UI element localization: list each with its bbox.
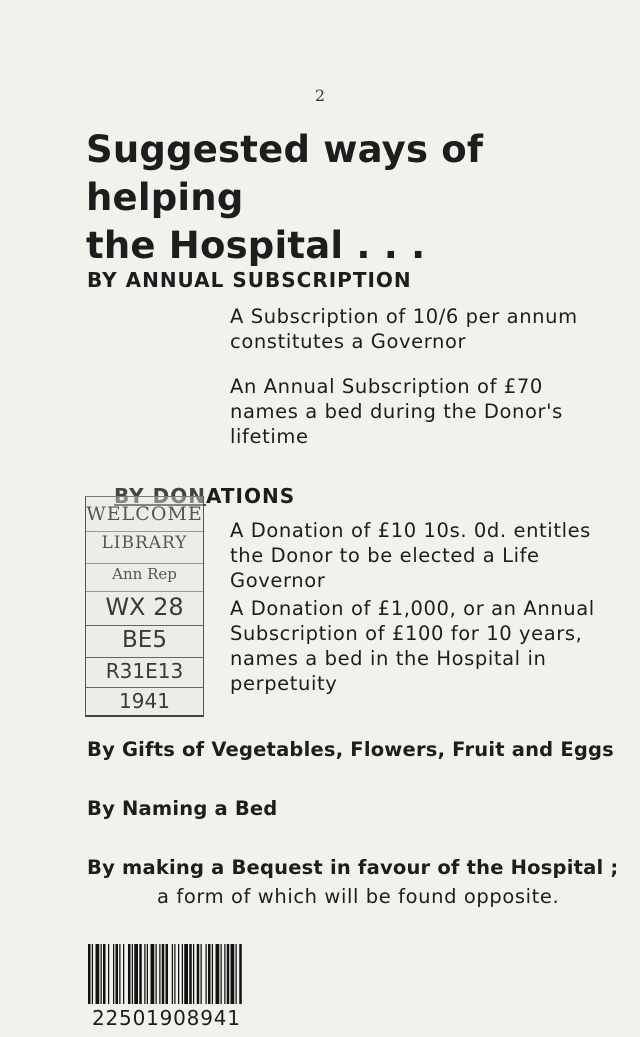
text-line: An Annual Subscription of £70: [230, 375, 543, 398]
barcode-bar: [96, 944, 100, 1004]
barcode-bar: [128, 944, 131, 1004]
barcode-bar: [231, 944, 235, 1004]
barcode-bar: [139, 944, 142, 1004]
stamp-line: Ann Rep: [86, 565, 203, 592]
bequest-line: By making a Bequest in favour of the Hospital ;: [87, 856, 619, 879]
text-line: names a bed in the Hospital in: [230, 647, 547, 670]
barcode-bar: [216, 944, 220, 1004]
barcode-bar: [156, 944, 157, 1004]
barcode-bar: [162, 944, 165, 1004]
barcode-bar: [108, 944, 109, 1004]
page-number: 2: [314, 86, 326, 105]
text-line: constitutes a Governor: [230, 330, 467, 353]
stamp-handwritten-line: R31E13: [86, 659, 203, 688]
donation-bed-perpetuity-text: [230, 596, 595, 696]
barcode-bar: [178, 944, 179, 1004]
stamp-handwritten-line: 1941: [119, 689, 170, 713]
text-line: Subscription of £100 for 10 years,: [230, 622, 583, 645]
barcode-bar: [113, 944, 114, 1004]
barcode-bar: [193, 944, 194, 1004]
barcode-bar: [132, 944, 133, 1004]
text-line: A Donation of £10 10s. 0d. entitles: [230, 519, 591, 542]
bequest-form-line: a form of which will be found opposite.: [157, 885, 560, 908]
barcode: [86, 944, 292, 1004]
barcode-bar: [182, 944, 183, 1004]
barcode-bar: [92, 944, 93, 1004]
text-line: lifetime: [230, 425, 309, 448]
barcode-bar: [206, 944, 207, 1004]
barcode-bar: [189, 944, 192, 1004]
barcode-bar: [239, 944, 242, 1004]
text-line: Governor: [230, 569, 326, 592]
stamp-line: WELCOME: [86, 503, 203, 532]
annual-subscription-bed-text: [230, 374, 563, 449]
annual-subscription-governor-text: [230, 304, 578, 354]
title-line-1: Suggested ways of helping: [86, 128, 484, 219]
barcode-bar: [88, 944, 91, 1004]
text-line: A Subscription of 10/6 per annum: [230, 305, 578, 328]
barcode-bar: [116, 944, 119, 1004]
barcode-bar: [166, 944, 169, 1004]
barcode-bar: [172, 944, 173, 1004]
barcode-bar: [103, 944, 106, 1004]
barcode-number: 22501908941: [92, 1006, 241, 1030]
gifts-line: By Gifts of Vegetables, Flowers, Fruit and Eggs: [87, 738, 614, 761]
barcode-bar: [184, 944, 188, 1004]
donations-heading-prefix: BY DON: [114, 484, 206, 508]
annual-subscription-heading: BY ANNUAL SUBSCRIPTION: [87, 268, 412, 292]
barcode-bar: [201, 944, 202, 1004]
title-line-2: the Hospital . . .: [86, 224, 426, 267]
barcode-bar: [101, 944, 102, 1004]
page-title: [86, 126, 626, 270]
barcode-bar: [212, 944, 213, 1004]
barcode-bar: [134, 944, 138, 1004]
barcode-bar: [208, 944, 211, 1004]
barcode-bar: [227, 944, 230, 1004]
barcode-bar: [119, 944, 120, 1004]
barcode-bar: [159, 944, 160, 1004]
text-line: perpetuity: [230, 672, 338, 695]
text-line: the Donor to be elected a Life: [230, 544, 540, 567]
barcode-bar: [221, 944, 222, 1004]
naming-bed-line: By Naming a Bed: [87, 797, 278, 820]
library-stamp: [85, 496, 204, 717]
text-line: A Donation of £1,000, or an Annual: [230, 597, 595, 620]
barcode-bar: [174, 944, 175, 1004]
barcode-bar: [144, 944, 145, 1004]
barcode-bar: [197, 944, 200, 1004]
stamp-handwritten-line: WX 28: [86, 593, 203, 626]
barcode-bar: [151, 944, 155, 1004]
barcode-bar: [123, 944, 124, 1004]
barcode-bar: [147, 944, 148, 1004]
stamp-handwritten-line: BE5: [86, 627, 203, 658]
stamp-line: LIBRARY: [86, 533, 203, 564]
donations-heading-suffix: ATIONS: [205, 484, 296, 508]
barcode-bar: [224, 944, 225, 1004]
donation-life-governor-text: [230, 518, 591, 593]
text-line: names a bed during the Donor's: [230, 400, 563, 423]
barcode-bar: [236, 944, 237, 1004]
